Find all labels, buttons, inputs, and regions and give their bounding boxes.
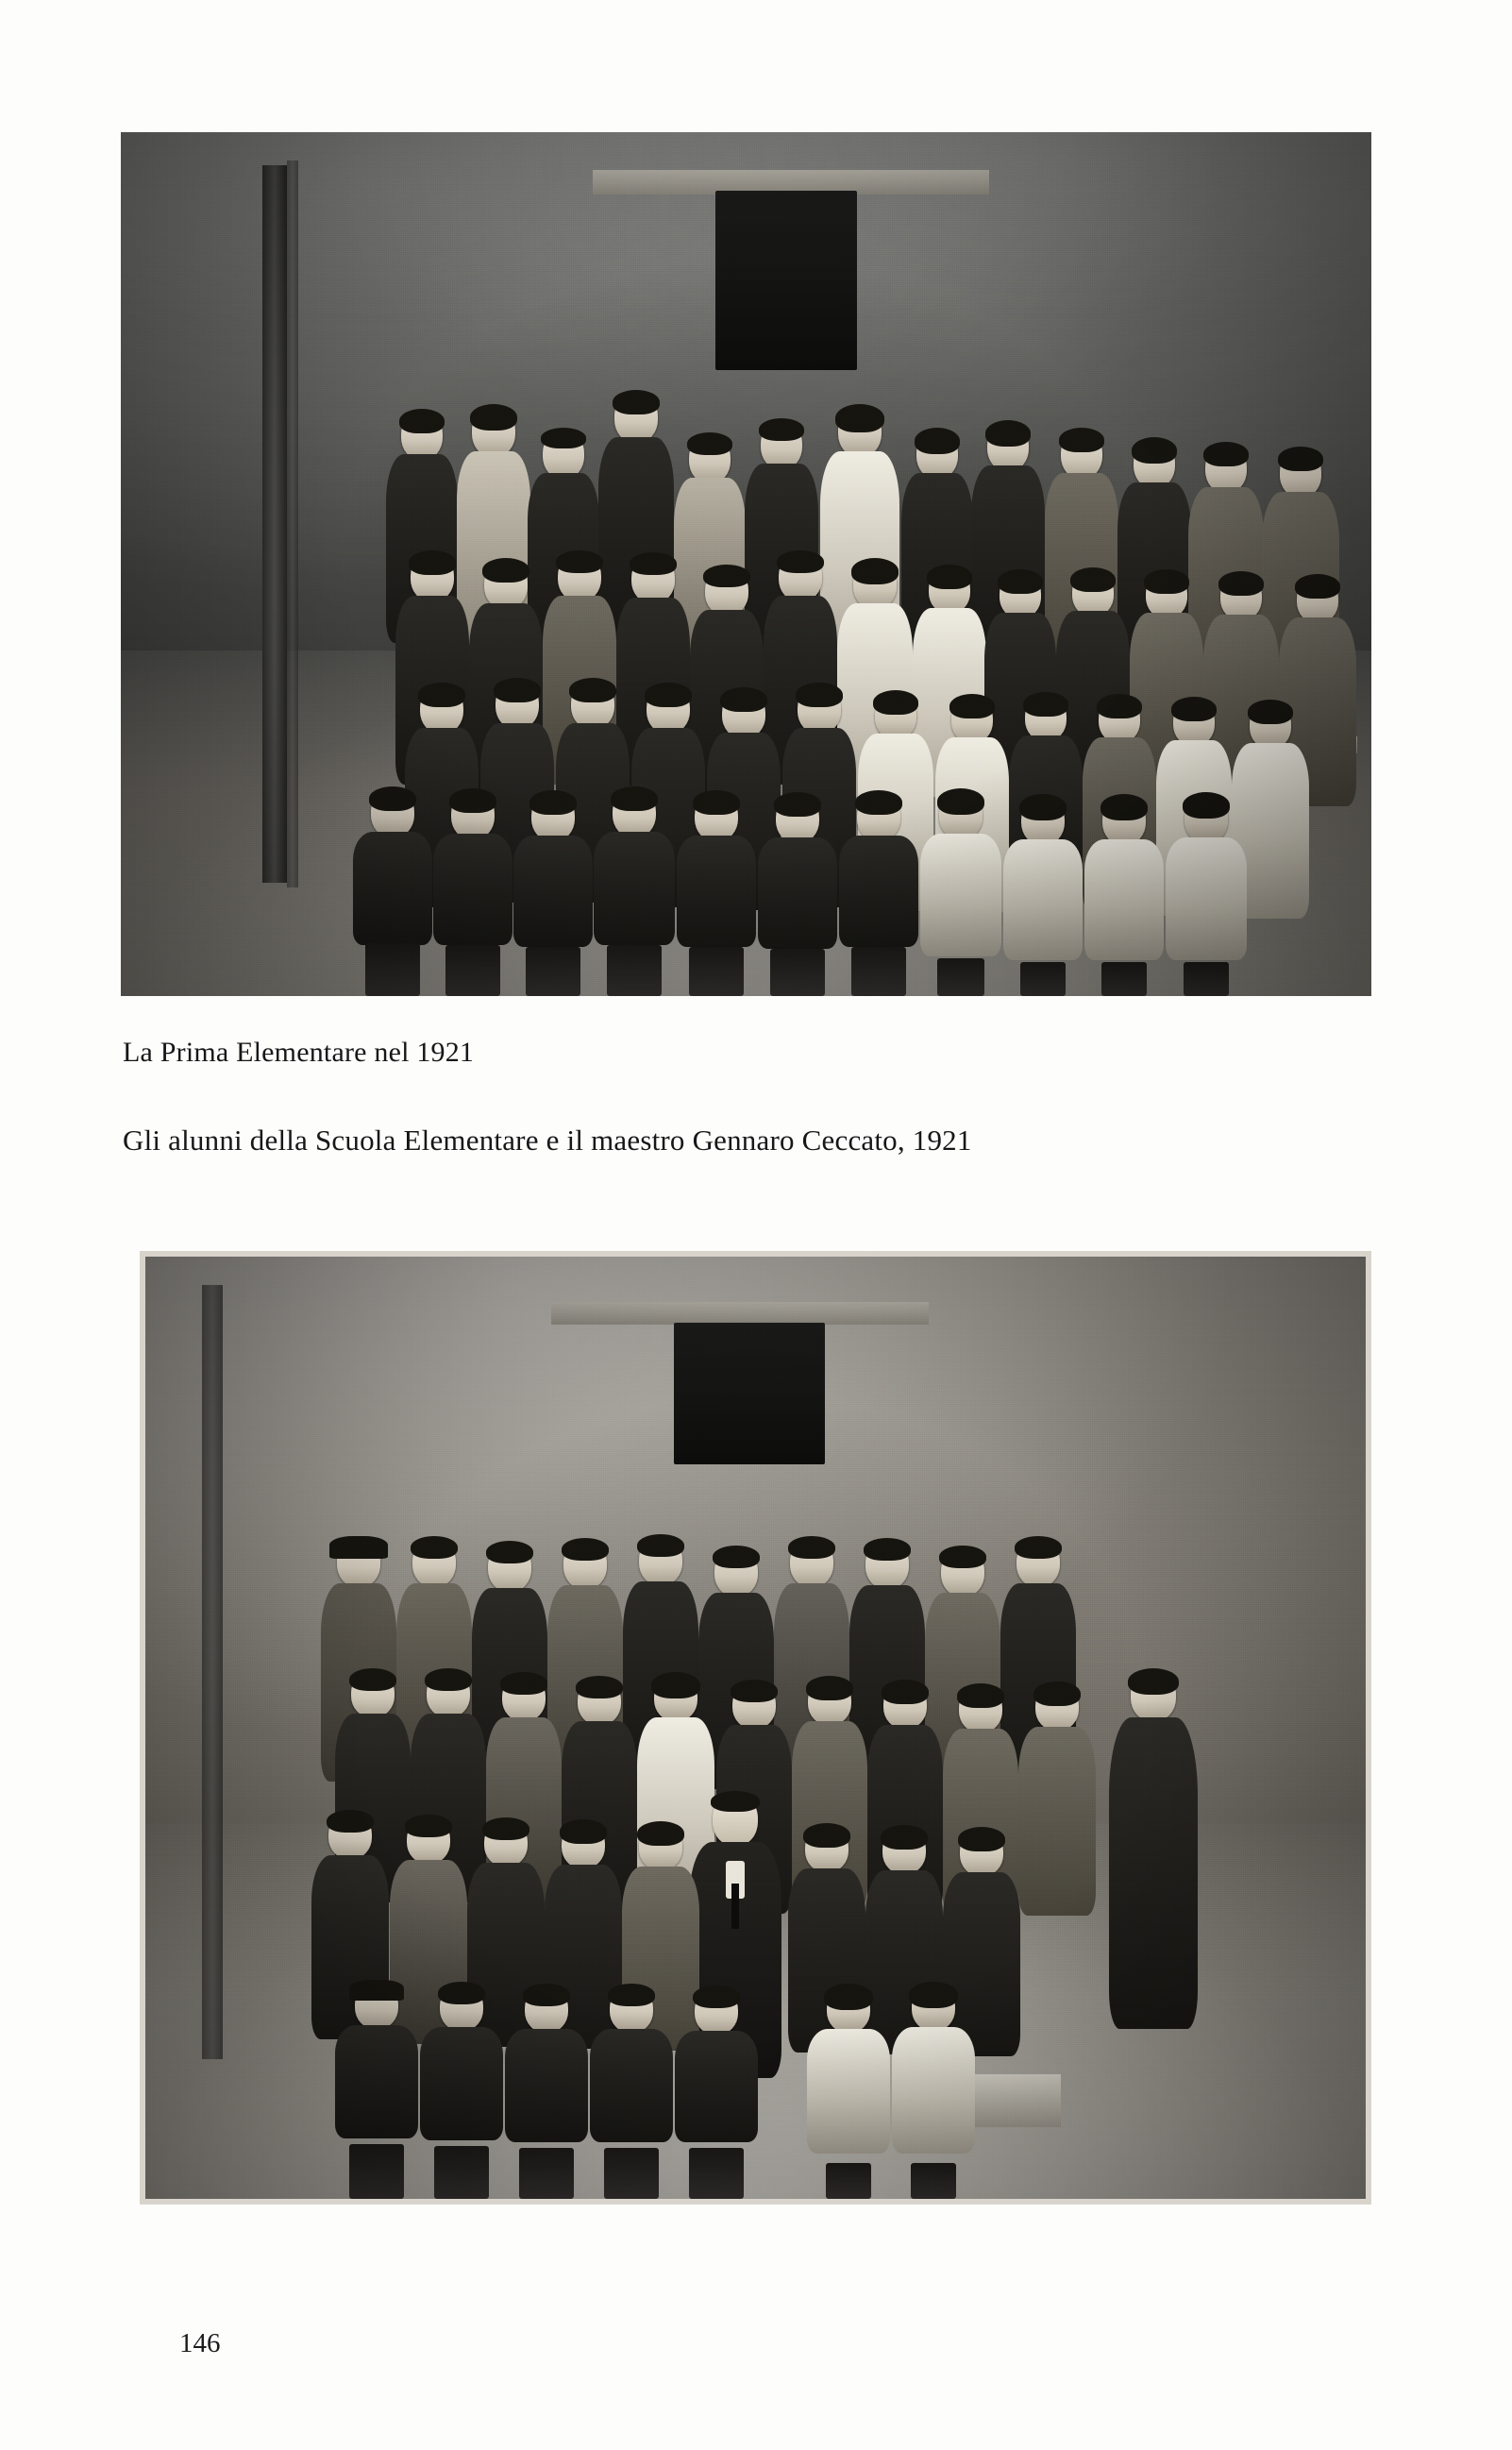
wall-edge-shadow	[287, 161, 298, 887]
student-figure	[757, 794, 838, 996]
student-figure	[1165, 794, 1248, 996]
photo-first-grade-1921	[121, 132, 1371, 996]
student-figure	[838, 792, 919, 996]
photo-school-with-teacher-1921	[140, 1251, 1371, 2205]
student-figure	[512, 792, 594, 996]
student-figure	[1084, 796, 1165, 996]
building-doorway	[715, 191, 857, 370]
student-figure	[334, 1982, 419, 2199]
student-figure	[674, 1987, 759, 2199]
caption-first-photo: La Prima Elementare nel 1921	[123, 1037, 475, 1068]
student-figure	[352, 788, 433, 996]
student-figure	[589, 1985, 674, 2199]
student-figure	[676, 792, 757, 996]
wooden-post	[262, 165, 287, 883]
student-figure	[806, 1985, 891, 2199]
student-figure	[891, 1984, 976, 2199]
page-number: 146	[179, 2328, 221, 2358]
student-figure	[504, 1985, 589, 2199]
wall-corner	[202, 1285, 223, 2059]
student-figure	[1002, 796, 1084, 996]
student-figure	[432, 790, 513, 996]
student-figure-standing-right	[1108, 1670, 1199, 2199]
building-lintel	[551, 1302, 929, 1325]
student-figure	[419, 1984, 504, 2199]
student-figure	[919, 790, 1002, 996]
building-doorway	[674, 1323, 825, 1464]
caption-second-photo: Gli alunni della Scuola Elementare e il maestro Gennaro Ceccato, 1921	[123, 1124, 972, 1157]
student-figure	[1017, 1683, 1097, 2199]
student-figure	[593, 788, 676, 996]
